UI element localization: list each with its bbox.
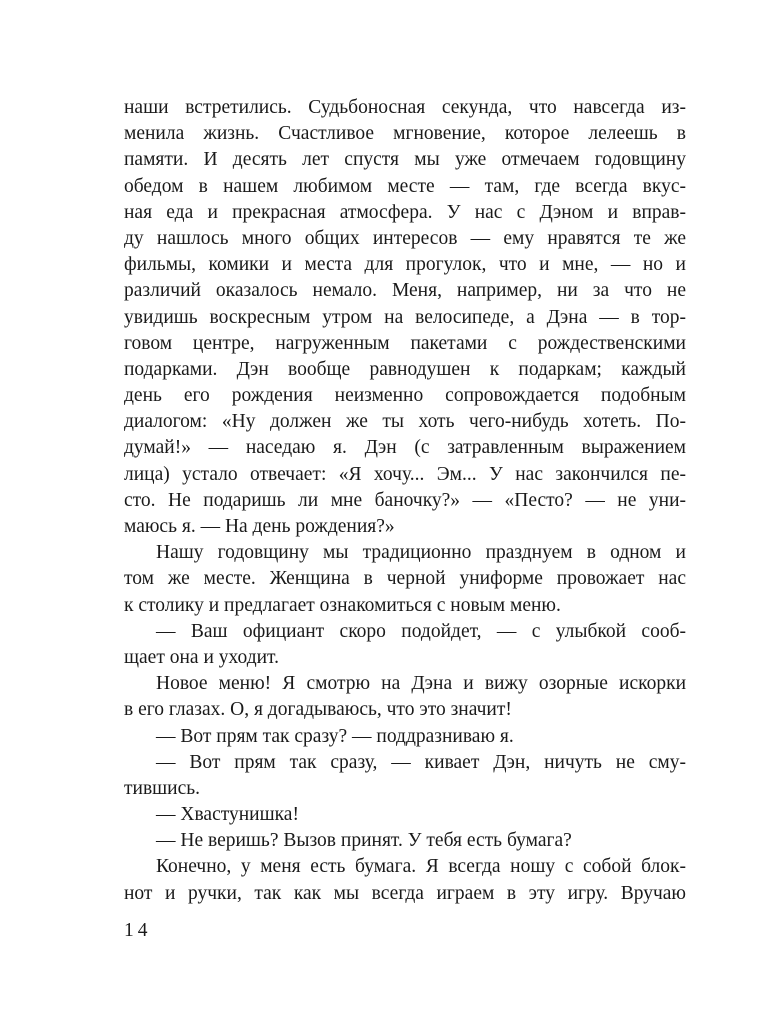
text-line: думай!» — наседаю я. Дэн (с затравленным выражением bbox=[124, 437, 686, 459]
text-line: менила жизнь. Счастливое мгновение, которое лелеешь в bbox=[124, 123, 686, 145]
text-line: к столику и предлагает ознакомиться с новым меню. bbox=[124, 594, 561, 616]
text-line: том же месте. Женщина в черной униформе провожает нас bbox=[124, 568, 686, 590]
text-line: ду нашлось много общих интересов — ему нравятся те же bbox=[124, 227, 686, 249]
text-line: — Не веришь? Вызов принят. У тебя есть бумага? bbox=[156, 830, 572, 852]
text-line: памяти. И десять лет спустя мы уже отмечаем годовщину bbox=[124, 149, 686, 171]
text-line: день его рождения неизменно сопровождается подобным bbox=[124, 385, 686, 407]
page-number: 14 bbox=[124, 920, 152, 941]
text-line: тившись. bbox=[124, 777, 201, 799]
text-line: сто. Не подаришь ли мне баночку?» — «Песто? — не уни- bbox=[124, 489, 686, 511]
text-line: в его глазах. О, я догадываюсь, что это значит! bbox=[124, 699, 512, 721]
text-line: Новое меню! Я смотрю на Дэна и вижу озорные искорки bbox=[156, 673, 686, 695]
text-line: Нашу годовщину мы традиционно празднуем в одном и bbox=[156, 542, 686, 564]
text-line: — Вот прям так сразу, — кивает Дэн, ничуть не сму- bbox=[156, 751, 686, 773]
text-line: диалогом: «Ну должен же ты хоть чего-нибудь хотеть. По- bbox=[124, 411, 686, 433]
text-line: ная еда и прекрасная атмосфера. У нас с Дэном и вправ- bbox=[124, 201, 686, 223]
text-line: обедом в нашем любимом месте — там, где всегда вкус- bbox=[124, 175, 686, 197]
text-line: нот и ручки, так как мы всегда играем в эту игру. Вручаю bbox=[124, 882, 686, 904]
text-line: различий оказалось немало. Меня, например, ни за что не bbox=[124, 280, 686, 302]
text-line: — Вот прям так сразу? — поддразниваю я. bbox=[156, 725, 514, 747]
text-line: увидишь воскресным утром на велосипеде, а Дэна — в тор- bbox=[124, 306, 686, 328]
text-line: говом центре, нагруженным пакетами с рождественскими bbox=[124, 332, 686, 354]
text-line: подарками. Дэн вообще равнодушен к подаркам; каждый bbox=[124, 358, 686, 380]
text-line: — Хвастунишка! bbox=[156, 804, 299, 826]
text-line: фильмы, комики и места для прогулок, что и мне, — но и bbox=[124, 254, 686, 276]
text-line: — Ваш официант скоро подойдет, — с улыбкой сооб- bbox=[156, 620, 686, 642]
text-line: Конечно, у меня есть бумага. Я всегда ношу с собой блок- bbox=[156, 856, 686, 878]
text-line: маюсь я. — На день рождения?» bbox=[124, 516, 395, 537]
page-text bbox=[124, 95, 686, 907]
text-line: наши встретились. Судьбоносная секунда, что навсегда из- bbox=[124, 97, 686, 118]
text-line: щает она и уходит. bbox=[124, 646, 279, 668]
text-line: лица) устало отвечает: «Я хочу... Эм... У нас закончился пе- bbox=[124, 463, 686, 485]
